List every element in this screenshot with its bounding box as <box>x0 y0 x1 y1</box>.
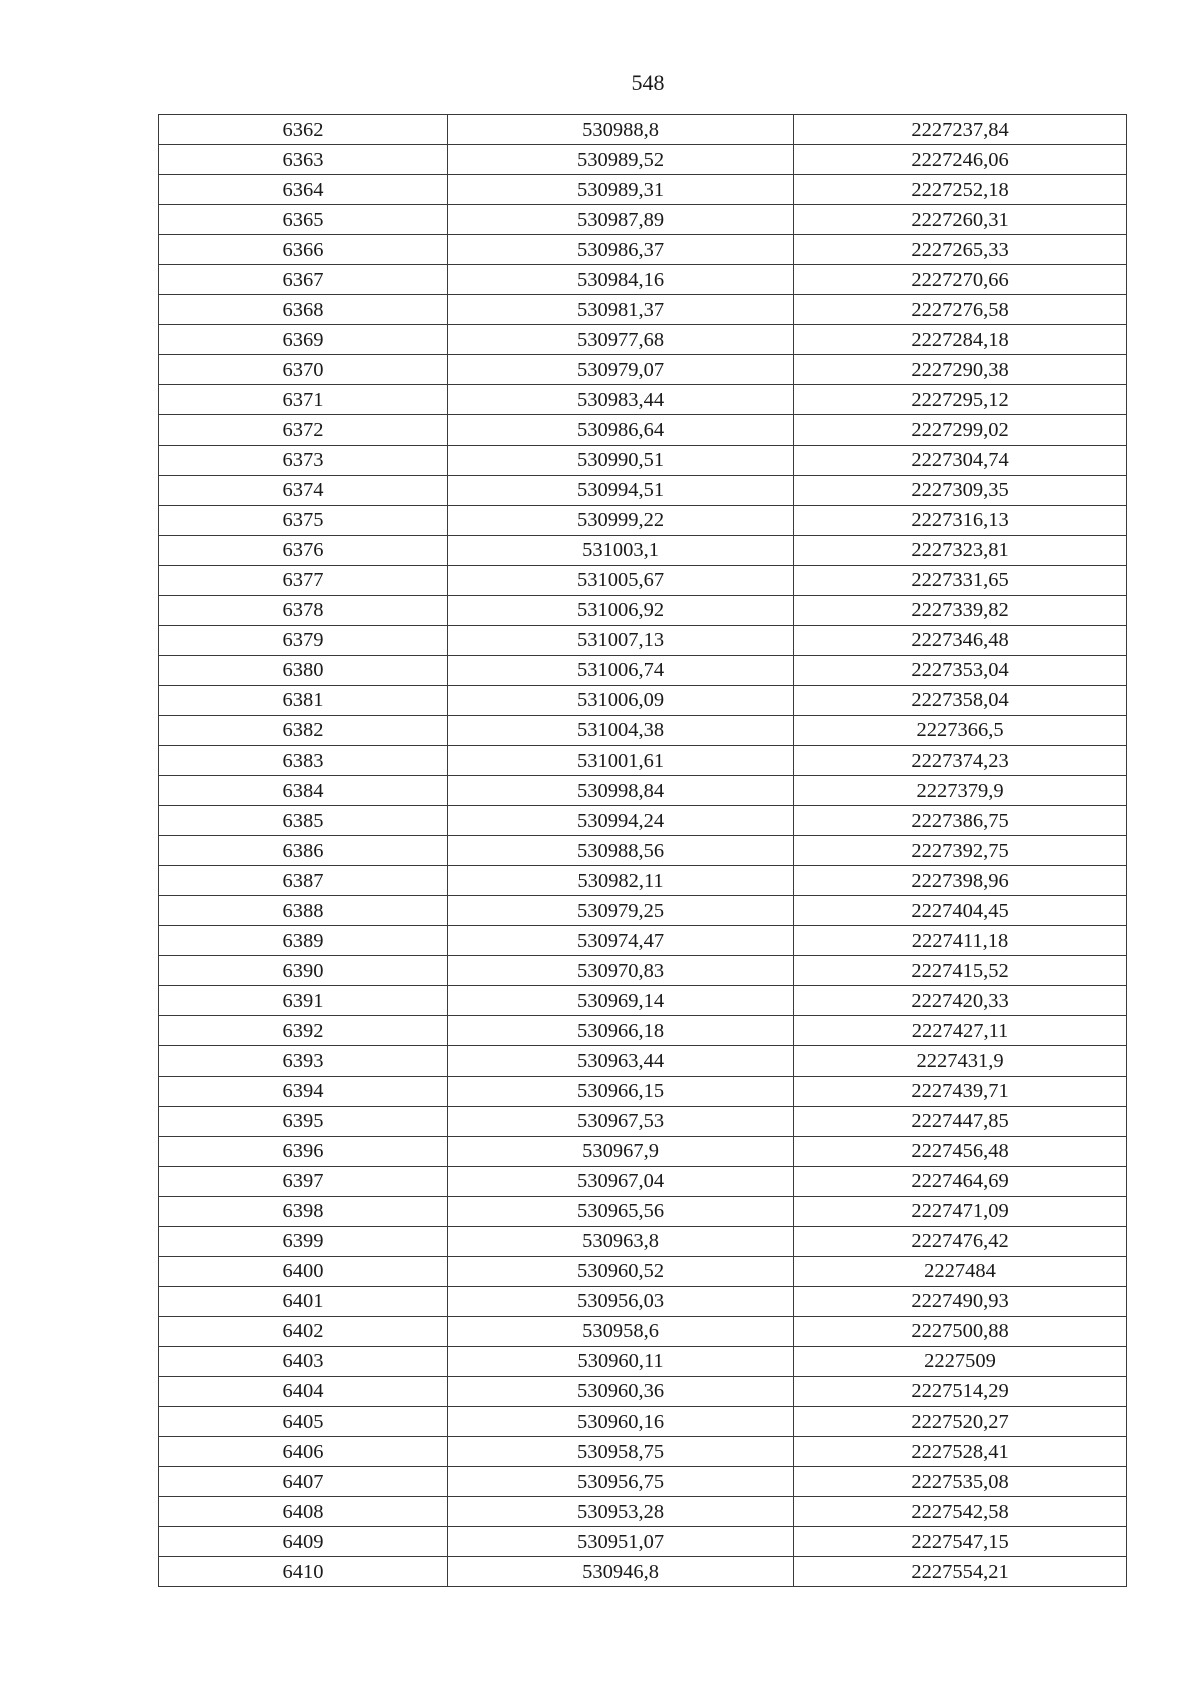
x-coordinate-cell: 530960,36 <box>448 1376 794 1406</box>
y-coordinate-cell: 2227456,48 <box>794 1136 1127 1166</box>
y-coordinate-cell: 2227237,84 <box>794 115 1127 145</box>
x-coordinate-cell: 530989,31 <box>448 175 794 205</box>
y-coordinate-cell: 2227528,41 <box>794 1437 1127 1467</box>
y-coordinate-cell: 2227542,58 <box>794 1497 1127 1527</box>
table-row <box>159 1557 1127 1587</box>
y-coordinate-cell: 2227252,18 <box>794 175 1127 205</box>
y-coordinate-cell: 2227260,31 <box>794 205 1127 235</box>
y-coordinate-cell: 2227514,29 <box>794 1376 1127 1406</box>
point-number-cell: 6381 <box>159 685 448 715</box>
y-coordinate-cell: 2227358,04 <box>794 685 1127 715</box>
coordinates-table-body <box>159 115 1127 1587</box>
point-number-cell: 6405 <box>159 1407 448 1437</box>
point-number-cell: 6392 <box>159 1016 448 1046</box>
y-coordinate-cell: 2227331,65 <box>794 565 1127 595</box>
table-row <box>159 505 1127 535</box>
x-coordinate-cell: 530977,68 <box>448 325 794 355</box>
x-coordinate-cell: 530988,8 <box>448 115 794 145</box>
table-row <box>159 235 1127 265</box>
x-coordinate-cell: 530998,84 <box>448 776 794 806</box>
point-number-cell: 6393 <box>159 1046 448 1076</box>
table-row <box>159 655 1127 685</box>
point-number-cell: 6372 <box>159 415 448 445</box>
point-number-cell: 6366 <box>159 235 448 265</box>
y-coordinate-cell: 2227386,75 <box>794 806 1127 836</box>
point-number-cell: 6377 <box>159 565 448 595</box>
x-coordinate-cell: 530987,89 <box>448 205 794 235</box>
x-coordinate-cell: 531001,61 <box>448 745 794 775</box>
y-coordinate-cell: 2227323,81 <box>794 535 1127 565</box>
point-number-cell: 6401 <box>159 1286 448 1316</box>
x-coordinate-cell: 530967,53 <box>448 1106 794 1136</box>
point-number-cell: 6409 <box>159 1527 448 1557</box>
point-number-cell: 6404 <box>159 1376 448 1406</box>
y-coordinate-cell: 2227392,75 <box>794 836 1127 866</box>
table-row <box>159 625 1127 655</box>
y-coordinate-cell: 2227431,9 <box>794 1046 1127 1076</box>
table-row <box>159 926 1127 956</box>
coordinates-table <box>158 114 1127 1587</box>
y-coordinate-cell: 2227420,33 <box>794 986 1127 1016</box>
table-row <box>159 776 1127 806</box>
x-coordinate-cell: 530966,18 <box>448 1016 794 1046</box>
x-coordinate-cell: 530994,51 <box>448 475 794 505</box>
table-row <box>159 385 1127 415</box>
table-row <box>159 896 1127 926</box>
x-coordinate-cell: 531006,92 <box>448 595 794 625</box>
y-coordinate-cell: 2227339,82 <box>794 595 1127 625</box>
x-coordinate-cell: 530981,37 <box>448 295 794 325</box>
point-number-cell: 6402 <box>159 1316 448 1346</box>
y-coordinate-cell: 2227427,11 <box>794 1016 1127 1046</box>
table-row <box>159 1256 1127 1286</box>
point-number-cell: 6406 <box>159 1437 448 1467</box>
y-coordinate-cell: 2227471,09 <box>794 1196 1127 1226</box>
table-row <box>159 1136 1127 1166</box>
table-row <box>159 1437 1127 1467</box>
table-row <box>159 175 1127 205</box>
point-number-cell: 6362 <box>159 115 448 145</box>
y-coordinate-cell: 2227374,23 <box>794 745 1127 775</box>
point-number-cell: 6410 <box>159 1557 448 1587</box>
x-coordinate-cell: 530983,44 <box>448 385 794 415</box>
y-coordinate-cell: 2227295,12 <box>794 385 1127 415</box>
x-coordinate-cell: 530956,75 <box>448 1467 794 1497</box>
point-number-cell: 6380 <box>159 655 448 685</box>
point-number-cell: 6370 <box>159 355 448 385</box>
y-coordinate-cell: 2227447,85 <box>794 1106 1127 1136</box>
y-coordinate-cell: 2227379,9 <box>794 776 1127 806</box>
x-coordinate-cell: 530956,03 <box>448 1286 794 1316</box>
point-number-cell: 6367 <box>159 265 448 295</box>
table-row <box>159 1346 1127 1376</box>
table-row <box>159 1166 1127 1196</box>
table-row <box>159 595 1127 625</box>
point-number-cell: 6376 <box>159 535 448 565</box>
x-coordinate-cell: 531004,38 <box>448 715 794 745</box>
y-coordinate-cell: 2227484 <box>794 1256 1127 1286</box>
point-number-cell: 6396 <box>159 1136 448 1166</box>
x-coordinate-cell: 530958,75 <box>448 1437 794 1467</box>
point-number-cell: 6400 <box>159 1256 448 1286</box>
point-number-cell: 6408 <box>159 1497 448 1527</box>
y-coordinate-cell: 2227520,27 <box>794 1407 1127 1437</box>
point-number-cell: 6394 <box>159 1076 448 1106</box>
y-coordinate-cell: 2227464,69 <box>794 1166 1127 1196</box>
table-row <box>159 685 1127 715</box>
point-number-cell: 6385 <box>159 806 448 836</box>
y-coordinate-cell: 2227439,71 <box>794 1076 1127 1106</box>
x-coordinate-cell: 531003,1 <box>448 535 794 565</box>
point-number-cell: 6379 <box>159 625 448 655</box>
point-number-cell: 6364 <box>159 175 448 205</box>
point-number-cell: 6398 <box>159 1196 448 1226</box>
x-coordinate-cell: 530999,22 <box>448 505 794 535</box>
point-number-cell: 6399 <box>159 1226 448 1256</box>
y-coordinate-cell: 2227276,58 <box>794 295 1127 325</box>
table-row <box>159 535 1127 565</box>
x-coordinate-cell: 530967,9 <box>448 1136 794 1166</box>
x-coordinate-cell: 530960,11 <box>448 1346 794 1376</box>
y-coordinate-cell: 2227404,45 <box>794 896 1127 926</box>
y-coordinate-cell: 2227490,93 <box>794 1286 1127 1316</box>
x-coordinate-cell: 530986,37 <box>448 235 794 265</box>
table-row <box>159 1076 1127 1106</box>
x-coordinate-cell: 531007,13 <box>448 625 794 655</box>
x-coordinate-cell: 530970,83 <box>448 956 794 986</box>
x-coordinate-cell: 530984,16 <box>448 265 794 295</box>
table-row <box>159 1407 1127 1437</box>
y-coordinate-cell: 2227415,52 <box>794 956 1127 986</box>
table-row <box>159 115 1127 145</box>
x-coordinate-cell: 530951,07 <box>448 1527 794 1557</box>
table-row <box>159 205 1127 235</box>
y-coordinate-cell: 2227284,18 <box>794 325 1127 355</box>
y-coordinate-cell: 2227246,06 <box>794 145 1127 175</box>
y-coordinate-cell: 2227411,18 <box>794 926 1127 956</box>
y-coordinate-cell: 2227509 <box>794 1346 1127 1376</box>
y-coordinate-cell: 2227316,13 <box>794 505 1127 535</box>
table-row <box>159 445 1127 475</box>
table-row <box>159 866 1127 896</box>
point-number-cell: 6397 <box>159 1166 448 1196</box>
y-coordinate-cell: 2227353,04 <box>794 655 1127 685</box>
point-number-cell: 6403 <box>159 1346 448 1376</box>
table-row <box>159 1016 1127 1046</box>
y-coordinate-cell: 2227299,02 <box>794 415 1127 445</box>
table-row <box>159 415 1127 445</box>
page-number: 548 <box>631 70 665 95</box>
table-row <box>159 1196 1127 1226</box>
y-coordinate-cell: 2227309,35 <box>794 475 1127 505</box>
x-coordinate-cell: 530979,07 <box>448 355 794 385</box>
point-number-cell: 6368 <box>159 295 448 325</box>
x-coordinate-cell: 530974,47 <box>448 926 794 956</box>
x-coordinate-cell: 530979,25 <box>448 896 794 926</box>
x-coordinate-cell: 530953,28 <box>448 1497 794 1527</box>
point-number-cell: 6374 <box>159 475 448 505</box>
table-row <box>159 1226 1127 1256</box>
table-row <box>159 715 1127 745</box>
table-row <box>159 745 1127 775</box>
y-coordinate-cell: 2227535,08 <box>794 1467 1127 1497</box>
point-number-cell: 6390 <box>159 956 448 986</box>
table-row <box>159 475 1127 505</box>
point-number-cell: 6395 <box>159 1106 448 1136</box>
table-row <box>159 295 1127 325</box>
point-number-cell: 6388 <box>159 896 448 926</box>
point-number-cell: 6384 <box>159 776 448 806</box>
point-number-cell: 6363 <box>159 145 448 175</box>
x-coordinate-cell: 531006,74 <box>448 655 794 685</box>
point-number-cell: 6407 <box>159 1467 448 1497</box>
x-coordinate-cell: 530966,15 <box>448 1076 794 1106</box>
point-number-cell: 6371 <box>159 385 448 415</box>
table-row <box>159 1046 1127 1076</box>
x-coordinate-cell: 530960,16 <box>448 1407 794 1437</box>
table-row <box>159 1106 1127 1136</box>
y-coordinate-cell: 2227304,74 <box>794 445 1127 475</box>
y-coordinate-cell: 2227290,38 <box>794 355 1127 385</box>
x-coordinate-cell: 531005,67 <box>448 565 794 595</box>
y-coordinate-cell: 2227500,88 <box>794 1316 1127 1346</box>
point-number-cell: 6391 <box>159 986 448 1016</box>
y-coordinate-cell: 2227346,48 <box>794 625 1127 655</box>
x-coordinate-cell: 531006,09 <box>448 685 794 715</box>
y-coordinate-cell: 2227476,42 <box>794 1226 1127 1256</box>
x-coordinate-cell: 530967,04 <box>448 1166 794 1196</box>
table-row <box>159 265 1127 295</box>
table-row <box>159 1376 1127 1406</box>
y-coordinate-cell: 2227270,66 <box>794 265 1127 295</box>
point-number-cell: 6378 <box>159 595 448 625</box>
table-row <box>159 1497 1127 1527</box>
y-coordinate-cell: 2227398,96 <box>794 866 1127 896</box>
table-row <box>159 355 1127 385</box>
table-row <box>159 956 1127 986</box>
point-number-cell: 6382 <box>159 715 448 745</box>
point-number-cell: 6375 <box>159 505 448 535</box>
x-coordinate-cell: 530989,52 <box>448 145 794 175</box>
x-coordinate-cell: 530982,11 <box>448 866 794 896</box>
x-coordinate-cell: 530988,56 <box>448 836 794 866</box>
x-coordinate-cell: 530946,8 <box>448 1557 794 1587</box>
x-coordinate-cell: 530990,51 <box>448 445 794 475</box>
table-row <box>159 836 1127 866</box>
point-number-cell: 6387 <box>159 866 448 896</box>
x-coordinate-cell: 530994,24 <box>448 806 794 836</box>
table-row <box>159 1286 1127 1316</box>
x-coordinate-cell: 530963,8 <box>448 1226 794 1256</box>
point-number-cell: 6383 <box>159 745 448 775</box>
y-coordinate-cell: 2227554,21 <box>794 1557 1127 1587</box>
point-number-cell: 6373 <box>159 445 448 475</box>
x-coordinate-cell: 530960,52 <box>448 1256 794 1286</box>
x-coordinate-cell: 530969,14 <box>448 986 794 1016</box>
table-row <box>159 1467 1127 1497</box>
point-number-cell: 6369 <box>159 325 448 355</box>
table-row <box>159 565 1127 595</box>
table-row <box>159 145 1127 175</box>
y-coordinate-cell: 2227547,15 <box>794 1527 1127 1557</box>
x-coordinate-cell: 530963,44 <box>448 1046 794 1076</box>
x-coordinate-cell: 530958,6 <box>448 1316 794 1346</box>
y-coordinate-cell: 2227366,5 <box>794 715 1127 745</box>
x-coordinate-cell: 530965,56 <box>448 1196 794 1226</box>
table-row <box>159 1527 1127 1557</box>
point-number-cell: 6365 <box>159 205 448 235</box>
point-number-cell: 6389 <box>159 926 448 956</box>
point-number-cell: 6386 <box>159 836 448 866</box>
y-coordinate-cell: 2227265,33 <box>794 235 1127 265</box>
table-row <box>159 325 1127 355</box>
table-row <box>159 1316 1127 1346</box>
table-row <box>159 986 1127 1016</box>
table-row <box>159 806 1127 836</box>
x-coordinate-cell: 530986,64 <box>448 415 794 445</box>
